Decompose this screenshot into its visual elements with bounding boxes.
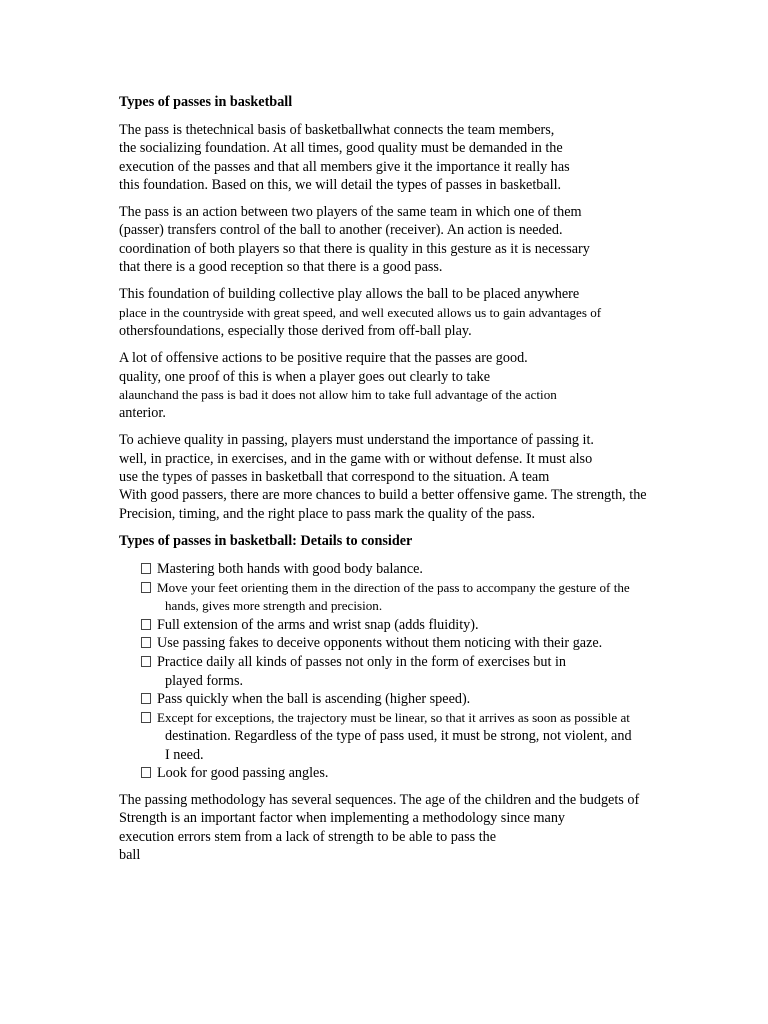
list-item-text: Except for exceptions, the trajectory must be linear, so that it arrives as soon as possible at (157, 709, 630, 725)
list-item-text: Practice daily all kinds of passes not only in the form of exercises but in (157, 653, 566, 670)
list-item (141, 634, 719, 653)
list-item (141, 579, 719, 616)
bullet-box-icon (141, 563, 151, 574)
bullet-box-icon (141, 582, 151, 593)
bullet-box-icon (141, 656, 151, 667)
paragraph (119, 121, 719, 194)
intro-paragraphs (119, 121, 719, 523)
text-line: that there is a good reception so that there is a good pass. (119, 259, 443, 276)
paragraph (119, 431, 719, 522)
list-item-first-line (141, 634, 719, 653)
document-title: Types of passes in basketball (119, 94, 293, 110)
bullet-box-icon (141, 712, 151, 723)
text-line: execution errors stem from a lack of strength to be able to pass the (119, 828, 497, 845)
list-item-first-line (141, 616, 719, 635)
list-item-first-line (141, 690, 719, 709)
text-line: Precision, timing, and the right place to pass mark the quality of the pass. (119, 505, 536, 522)
closing-paragraph (119, 791, 719, 864)
list-item (141, 764, 719, 783)
text-line: alaunchand the pass is bad it does not allow him to take full advantage of the action (119, 386, 557, 402)
list-item-first-line (141, 653, 719, 672)
list-item (141, 653, 719, 690)
document-page (119, 93, 719, 873)
details-subheading: Types of passes in basketball: Details to consider (119, 532, 413, 549)
text-line: coordination of both players so that there is quality in this gesture as it is necessary (119, 240, 590, 257)
list-item (141, 616, 719, 635)
text-line: use the types of passes in basketball that correspond to the situation. A team (119, 469, 550, 486)
text-line: With good passers, there are more chances to build a better offensive game. The strength, the (119, 487, 647, 504)
list-item-text: Full extension of the arms and wrist snap (adds fluidity). (157, 616, 479, 633)
text-line: A lot of offensive actions to be positive require that the passes are good. (119, 350, 528, 367)
text-line: played forms. (165, 672, 244, 689)
list-item-first-line (141, 579, 719, 598)
paragraph (119, 349, 719, 422)
text-line: The pass is thetechnical basis of basketballwhat connects the team members, (119, 122, 555, 138)
list-item-text: Mastering both hands with good body balance. (157, 560, 423, 577)
text-line: The pass is an action between two players of the same team in which one of them (119, 204, 582, 221)
list-item (141, 560, 719, 579)
bullet-box-icon (141, 693, 151, 704)
text-line: place in the countryside with great speed, and well executed allows us to gain advantages of (119, 304, 602, 320)
details-list (119, 560, 719, 783)
list-item-text: Pass quickly when the ball is ascending (higher speed). (157, 691, 471, 708)
bullet-box-icon (141, 767, 151, 778)
text-line: the socializing foundation. At all times, good quality must be demanded in the (119, 140, 563, 157)
text-line: ball (119, 846, 141, 863)
text-line: Strength is an important factor when implementing a methodology since many (119, 810, 566, 827)
list-item-text: Move your feet orienting them in the direction of the pass to accompany the gesture of the (157, 579, 630, 595)
text-line: this foundation. Based on this, we will detail the types of passes in basketball. (119, 176, 562, 193)
text-line: (passer) transfers control of the ball to another (receiver). An action is needed. (119, 222, 563, 239)
text-line: well, in practice, in exercises, and in the game with or without defense. It must also (119, 450, 593, 467)
list-item-first-line (141, 560, 719, 579)
list-item (141, 690, 719, 709)
list-item-first-line (141, 764, 719, 783)
list-item (141, 709, 719, 765)
list-item-text: Look for good passing angles. (157, 765, 329, 782)
list-item-text: Use passing fakes to deceive opponents without them noticing with their gaze. (157, 635, 603, 652)
text-line: execution of the passes and that all members give it the importance it really has (119, 158, 570, 175)
text-line: anterior. (119, 405, 166, 422)
paragraph (119, 285, 719, 340)
list-item-first-line (141, 709, 719, 728)
text-line: The passing methodology has several sequences. The age of the children and the budgets of (119, 792, 640, 809)
text-line: hands, gives more strength and precision. (165, 598, 383, 614)
bullet-box-icon (141, 637, 151, 648)
text-line: othersfoundations, especially those derived from off-ball play. (119, 322, 472, 339)
bullet-box-icon (141, 619, 151, 630)
paragraph (119, 203, 719, 276)
text-line: This foundation of building collective play allows the ball to be placed anywhere (119, 286, 580, 303)
text-line: destination. Regardless of the type of pass used, it must be strong, not violent, and (165, 728, 632, 745)
text-line: I need. (165, 746, 204, 763)
text-line: To achieve quality in passing, players must understand the importance of passing it. (119, 432, 594, 449)
text-line: quality, one proof of this is when a player goes out clearly to take (119, 368, 491, 385)
